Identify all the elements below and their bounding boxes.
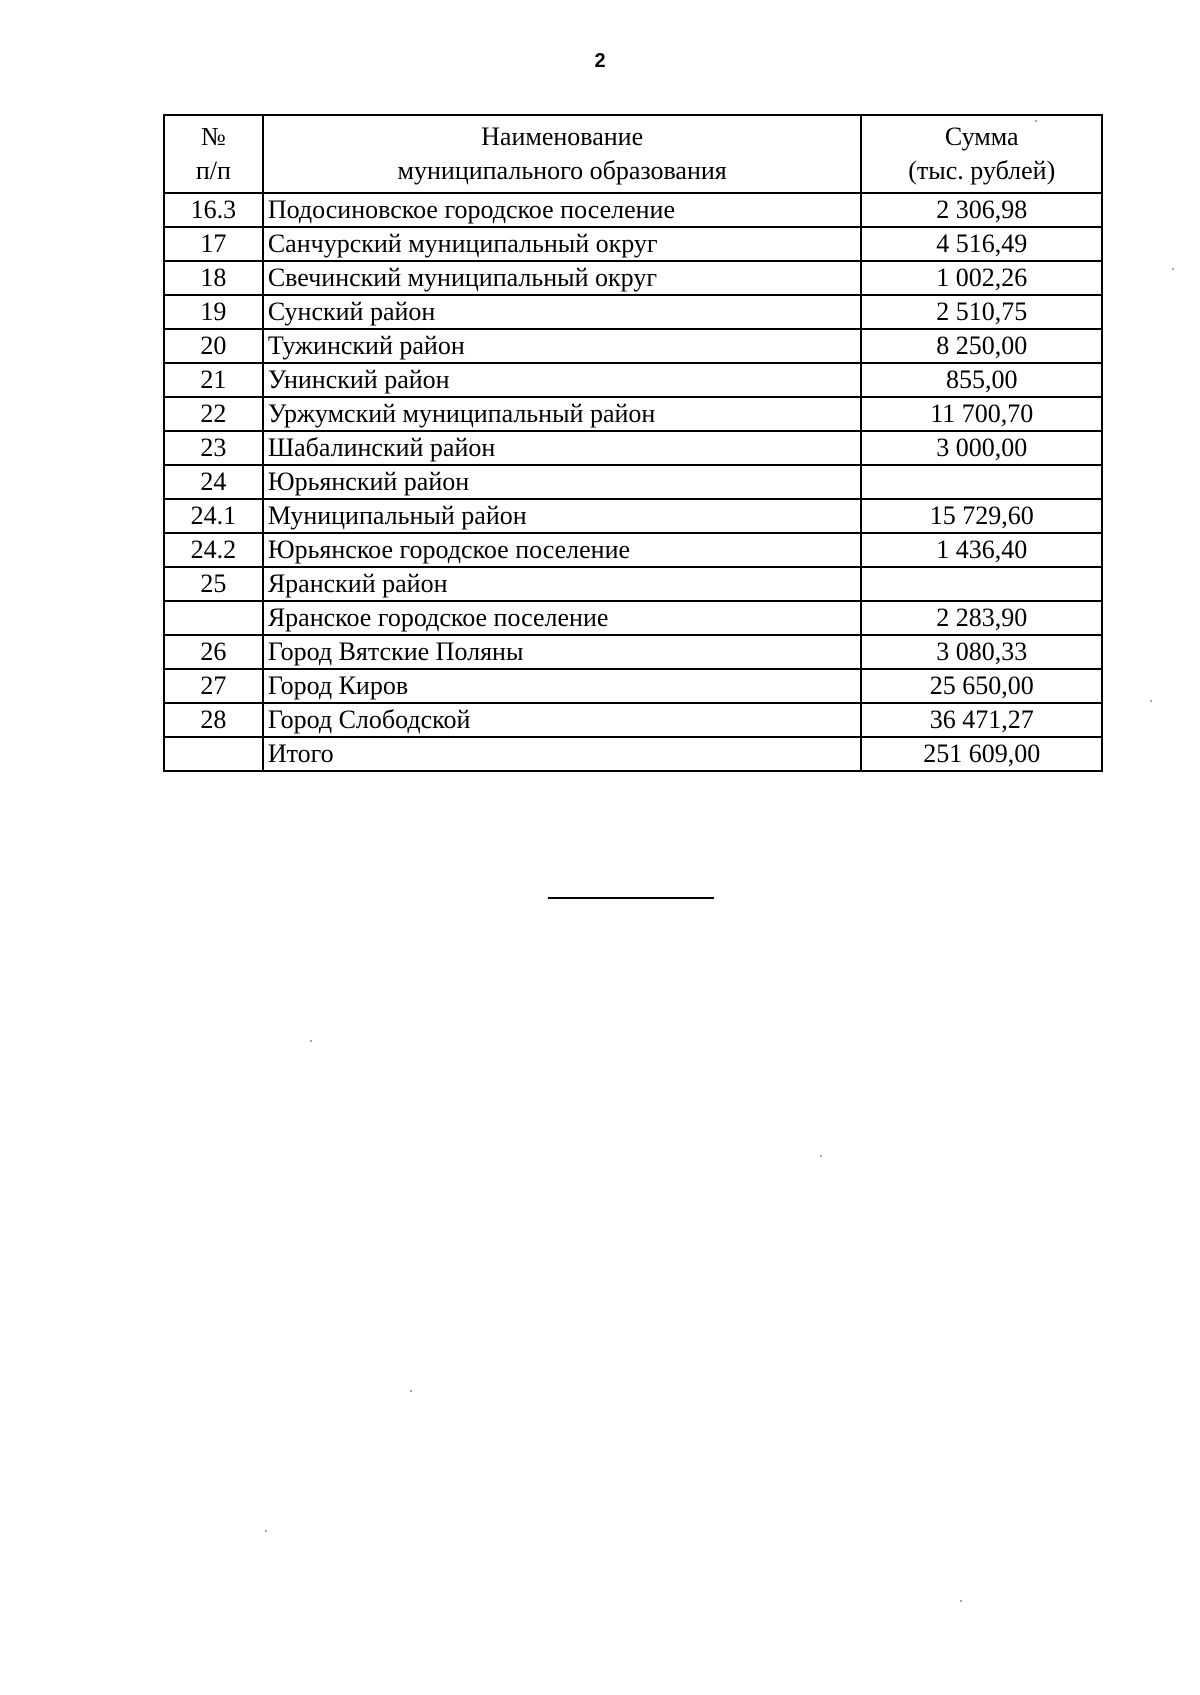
- row-sum: 8 250,00: [861, 329, 1102, 363]
- header-sum-line-2: (тыс. рублей): [908, 156, 1056, 185]
- row-num: 21: [164, 363, 263, 397]
- row-num: 17: [164, 227, 263, 261]
- row-name: Уржумский муниципальный район: [263, 397, 862, 431]
- total-num: [164, 737, 263, 771]
- scan-speck: [310, 1040, 312, 1042]
- page-number: 2: [594, 50, 606, 72]
- allocation-table: [163, 114, 1103, 772]
- row-num: 26: [164, 635, 263, 669]
- row-sum: 855,00: [861, 363, 1102, 397]
- table-row: [164, 431, 1102, 465]
- row-sum: 25 650,00: [861, 669, 1102, 703]
- row-sum: 15 729,60: [861, 499, 1102, 533]
- row-num: 18: [164, 261, 263, 295]
- row-sum: 3 080,33: [861, 635, 1102, 669]
- row-sum: [861, 465, 1102, 499]
- row-name: Город Слободской: [263, 703, 862, 737]
- row-num: 22: [164, 397, 263, 431]
- row-num: 28: [164, 703, 263, 737]
- end-divider-line: [548, 897, 714, 899]
- table-row: [164, 567, 1102, 601]
- row-num: 25: [164, 567, 263, 601]
- row-name: Сунский район: [263, 295, 862, 329]
- row-name: Шабалинский район: [263, 431, 862, 465]
- row-num: [164, 601, 263, 635]
- row-name: Муниципальный район: [263, 499, 862, 533]
- table-row: [164, 601, 1102, 635]
- scan-speck: [410, 1390, 412, 1392]
- table-row: [164, 193, 1102, 227]
- table-row: [164, 499, 1102, 533]
- row-num: 27: [164, 669, 263, 703]
- scan-speck: [1150, 700, 1152, 702]
- row-name: Подосиновское городское поселение: [263, 193, 862, 227]
- row-name: Тужинский район: [263, 329, 862, 363]
- table-total-row: [164, 737, 1102, 771]
- table-row: [164, 261, 1102, 295]
- table-header-row: [164, 115, 1102, 193]
- total-label: Итого: [263, 737, 862, 771]
- table-row: [164, 703, 1102, 737]
- table-row: [164, 465, 1102, 499]
- table-row: [164, 635, 1102, 669]
- row-num: 23: [164, 431, 263, 465]
- table-row: [164, 295, 1102, 329]
- header-name-line-2: муниципального образования: [397, 156, 727, 185]
- scan-speck: [820, 1155, 822, 1157]
- row-sum: 2 306,98: [861, 193, 1102, 227]
- row-name: Город Киров: [263, 669, 862, 703]
- header-name-line-1: Наименование: [481, 122, 644, 151]
- total-sum: 251 609,00: [861, 737, 1102, 771]
- row-sum: 2 510,75: [861, 295, 1102, 329]
- row-name: Яранское городское поселение: [263, 601, 862, 635]
- row-sum: 2 283,90: [861, 601, 1102, 635]
- row-name: Юрьянский район: [263, 465, 862, 499]
- scan-speck: [1035, 120, 1037, 122]
- row-sum: 3 000,00: [861, 431, 1102, 465]
- row-name: Юрьянское городское поселение: [263, 533, 862, 567]
- row-sum: 1 002,26: [861, 261, 1102, 295]
- row-name: Город Вятские Поляны: [263, 635, 862, 669]
- table-row: [164, 397, 1102, 431]
- row-num: 24.1: [164, 499, 263, 533]
- row-sum: 4 516,49: [861, 227, 1102, 261]
- row-num: 24: [164, 465, 263, 499]
- row-name: Яранский район: [263, 567, 862, 601]
- header-sum-line-1: Сумма: [944, 122, 1019, 151]
- header-num-line-2: п/п: [195, 156, 231, 185]
- row-name: Санчурский муниципальный округ: [263, 227, 862, 261]
- table-row: [164, 533, 1102, 567]
- row-sum: 1 436,40: [861, 533, 1102, 567]
- header-sum: [861, 115, 1102, 193]
- row-num: 20: [164, 329, 263, 363]
- table-row: [164, 227, 1102, 261]
- scan-speck: [960, 1600, 962, 1602]
- header-num: [164, 115, 263, 193]
- scan-speck: [1172, 268, 1174, 270]
- scan-speck: [265, 1530, 267, 1532]
- row-num: 19: [164, 295, 263, 329]
- row-name: Свечинский муниципальный округ: [263, 261, 862, 295]
- table-row: [164, 363, 1102, 397]
- row-name: Унинский район: [263, 363, 862, 397]
- row-sum: 11 700,70: [861, 397, 1102, 431]
- table-row: [164, 669, 1102, 703]
- table-row: [164, 329, 1102, 363]
- row-num: 16.3: [164, 193, 263, 227]
- row-sum: 36 471,27: [861, 703, 1102, 737]
- row-num: 24.2: [164, 533, 263, 567]
- header-num-line-1: №: [201, 122, 226, 151]
- header-name: [263, 115, 862, 193]
- row-sum: [861, 567, 1102, 601]
